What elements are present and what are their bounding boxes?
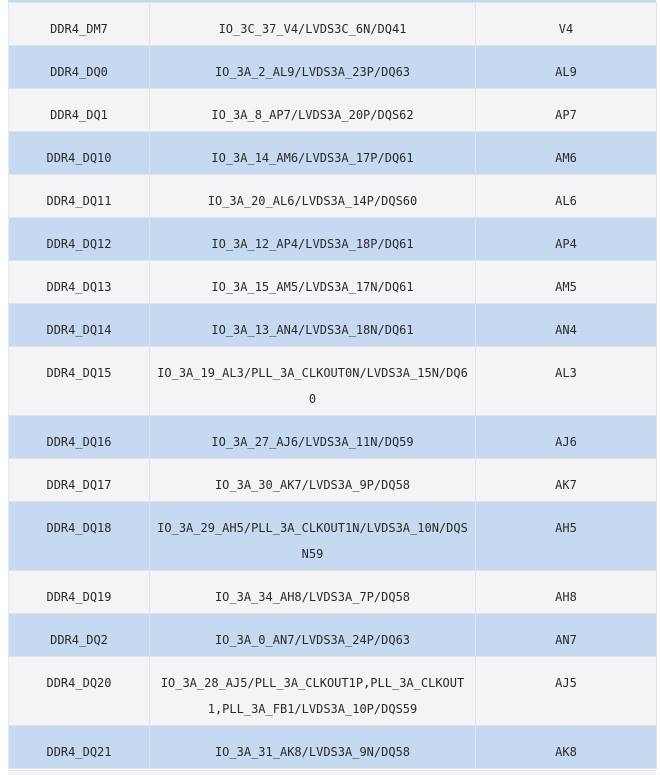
signal-cell: DDR4_DQ10 (9, 132, 150, 175)
table-row (9, 132, 657, 175)
signal-cell: DDR4_DQ16 (9, 416, 150, 459)
pin-cell: V4 (476, 3, 657, 46)
pin-cell: AN7 (476, 614, 657, 657)
fpga-io-cell: IO_3A_20_AL6/LVDS3A_14P/DQS60 (150, 175, 476, 218)
signal-cell: DDR4_DQ13 (9, 261, 150, 304)
fpga-io-cell: IO_3A_8_AP7/LVDS3A_20P/DQS62 (150, 89, 476, 132)
table-row (9, 46, 657, 89)
table-row (9, 416, 657, 459)
fpga-io-cell: IO_3A_13_AN4/LVDS3A_18N/DQ61 (150, 304, 476, 347)
signal-cell: DDR4_DQ0 (9, 46, 150, 89)
signal-cell: DDR4_DQ19 (9, 571, 150, 614)
table-row (9, 175, 657, 218)
signal-cell: DDR4_DQ17 (9, 459, 150, 502)
pin-assignment-table (8, 2, 657, 769)
fpga-io-cell: IO_3A_14_AM6/LVDS3A_17P/DQ61 (150, 132, 476, 175)
pin-cell: AH8 (476, 571, 657, 614)
table-row (9, 657, 657, 726)
pin-cell: AL9 (476, 46, 657, 89)
table-row (9, 218, 657, 261)
signal-cell: DDR4_DQ21 (9, 726, 150, 769)
table-row (9, 89, 657, 132)
table-row (9, 347, 657, 416)
table-row (9, 459, 657, 502)
signal-cell: DDR4_DQ18 (9, 502, 150, 571)
fpga-io-cell: IO_3A_34_AH8/LVDS3A_7P/DQ58 (150, 571, 476, 614)
table-row (9, 614, 657, 657)
signal-cell: DDR4_DM7 (9, 3, 150, 46)
signal-cell: DDR4_DQ12 (9, 218, 150, 261)
pin-cell: AH5 (476, 502, 657, 571)
table-row (9, 726, 657, 769)
fpga-io-cell: IO_3A_15_AM5/LVDS3A_17N/DQ61 (150, 261, 476, 304)
fpga-io-cell: IO_3A_27_AJ6/LVDS3A_11N/DQ59 (150, 416, 476, 459)
pin-cell: AM5 (476, 261, 657, 304)
table-row (9, 261, 657, 304)
pin-cell: AK7 (476, 459, 657, 502)
signal-cell: DDR4_DQ11 (9, 175, 150, 218)
table-row (9, 304, 657, 347)
pin-cell: AL3 (476, 347, 657, 416)
pin-cell: AK8 (476, 726, 657, 769)
fpga-io-cell: IO_3A_19_AL3/PLL_3A_CLKOUT0N/LVDS3A_15N/DQ60 (150, 347, 476, 416)
fpga-io-cell: IO_3A_29_AH5/PLL_3A_CLKOUT1N/LVDS3A_10N/DQSN59 (150, 502, 476, 571)
signal-cell: DDR4_DQ1 (9, 89, 150, 132)
signal-cell: DDR4_DQ15 (9, 347, 150, 416)
pin-cell: AM6 (476, 132, 657, 175)
signal-cell: DDR4_DQ14 (9, 304, 150, 347)
table-row (9, 3, 657, 46)
fpga-io-cell: IO_3A_0_AN7/LVDS3A_24P/DQ63 (150, 614, 476, 657)
fpga-io-cell: IO_3A_28_AJ5/PLL_3A_CLKOUT1P,PLL_3A_CLKOUT1,PLL_3A_FB1/LVDS3A_10P/DQS59 (150, 657, 476, 726)
pin-cell: AP4 (476, 218, 657, 261)
fpga-io-cell: IO_3A_31_AK8/LVDS3A_9N/DQ58 (150, 726, 476, 769)
pin-table-body (9, 3, 657, 769)
pin-cell: AP7 (476, 89, 657, 132)
fpga-io-cell: IO_3A_30_AK7/LVDS3A_9P/DQ58 (150, 459, 476, 502)
table-row (9, 502, 657, 571)
table-row (9, 571, 657, 614)
pin-cell: AJ5 (476, 657, 657, 726)
signal-cell: DDR4_DQ20 (9, 657, 150, 726)
signal-cell: DDR4_DQ2 (9, 614, 150, 657)
pin-cell: AN4 (476, 304, 657, 347)
fpga-io-cell: IO_3A_12_AP4/LVDS3A_18P/DQ61 (150, 218, 476, 261)
pin-cell: AL6 (476, 175, 657, 218)
table-bottom-edge (8, 770, 656, 775)
fpga-io-cell: IO_3A_2_AL9/LVDS3A_23P/DQ63 (150, 46, 476, 89)
fpga-io-cell: IO_3C_37_V4/LVDS3C_6N/DQ41 (150, 3, 476, 46)
pin-cell: AJ6 (476, 416, 657, 459)
